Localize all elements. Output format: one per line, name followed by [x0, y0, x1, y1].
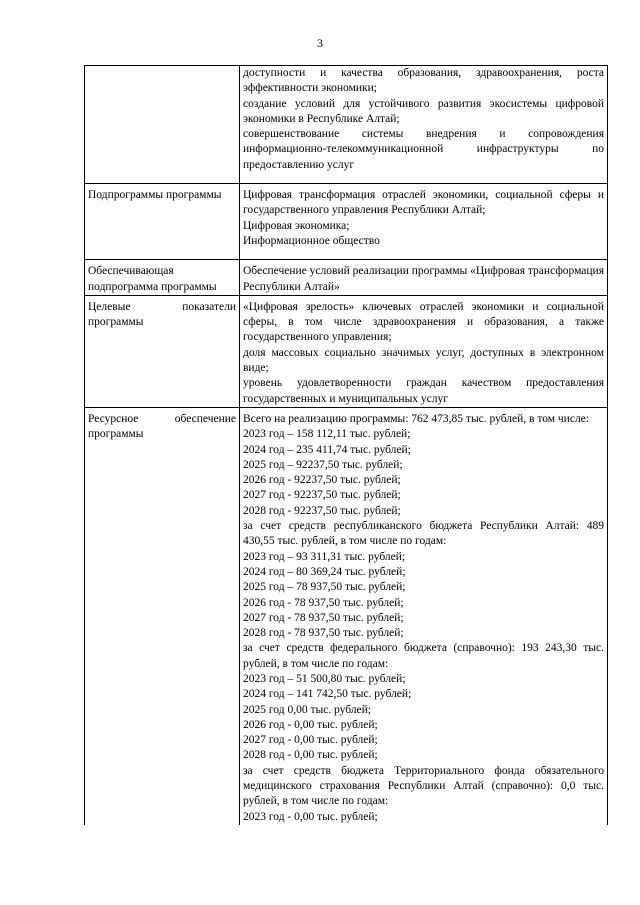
content-line: Цифровая трансформация отраслей экономики, социальной сферы и государственного управления Республики Алтай;	[243, 189, 604, 217]
content-line: 2026 год - 92237,50 тыс. рублей;	[243, 474, 401, 487]
table-row	[85, 66, 608, 184]
table-row	[85, 407, 608, 825]
content-line: доля массовых социально значимых услуг, доступных в электронном виде;	[243, 346, 604, 375]
content-line: 2024 год – 235 411,74 тыс. рублей;	[243, 443, 411, 456]
content-line: 2028 год - 78 937,50 тыс. рублей;	[243, 627, 404, 640]
content-line: 2025 год 0,00 тыс. рублей;	[243, 703, 372, 716]
row-content	[240, 295, 608, 407]
content-line: создание условий для устойчивого развития экосистемы цифровой экономики в Республике Алтай;	[243, 97, 604, 125]
table-row	[85, 260, 608, 296]
content-line: 2026 год - 78 937,50 тыс. рублей;	[243, 596, 404, 609]
row-content	[240, 260, 608, 296]
content-line: 2024 год – 80 369,24 тыс. рублей;	[243, 565, 406, 578]
program-passport-table	[84, 65, 608, 825]
content-line: совершенствование системы внедрения и сопровождения информационно-телекоммуникационной инфраструктуры по предоставлению услуг	[243, 128, 604, 171]
content-line: 2028 год - 0,00 тыс. рублей;	[243, 749, 378, 762]
content-line: 2027 год - 78 937,50 тыс. рублей;	[243, 611, 404, 624]
content-line: Всего на реализацию программы: 762 473,85 тыс. рублей, в том числе:	[243, 412, 589, 425]
row-label: Обеспечивающая подпрограмма программы	[85, 260, 240, 296]
row-content	[240, 407, 608, 825]
content-line: уровень удовлетворенности граждан качеством предоставления государственных и муниципальных услуг	[243, 377, 604, 405]
content-line: Цифровая экономика;	[243, 219, 350, 232]
content-line: 2027 год - 0,00 тыс. рублей;	[243, 734, 378, 747]
content-line: 2028 год - 92237,50 тыс. рублей;	[243, 504, 401, 517]
content-line: Информационное общество	[243, 234, 380, 247]
content-line: за счет средств федерального бюджета (справочно): 193 243,30 тыс. рублей, в том числе по годам:	[243, 642, 604, 670]
content-line: 2023 год – 158 112,11 тыс. рублей;	[243, 428, 411, 441]
row-label: Целевые показатели программы	[85, 295, 240, 407]
table-row	[85, 184, 608, 260]
content-line: за счет средств бюджета Территориального фонда обязательного медицинского страхования Республики Алтай (справочно): 0,0 тыс. рублей, в том числе по годам:	[243, 764, 604, 808]
content-line: 2025 год – 92237,50 тыс. рублей;	[243, 458, 403, 471]
row-content	[240, 66, 608, 184]
row-label: Ресурсное обеспечение программы	[85, 407, 240, 825]
content-line: доступности и качества образования, здравоохранения, роста эффективности экономики;	[243, 67, 604, 95]
page-number: 3	[317, 36, 323, 50]
content-line: «Цифровая зрелость» ключевых отраслей экономики и социальной сферы, в том числе здравоохранения и образования, а также государственного управления;	[243, 300, 604, 344]
content-line: 2026 год - 0,00 тыс. рублей;	[243, 718, 378, 731]
table-row	[85, 295, 608, 407]
content-line: за счет средств республиканского бюджета Республики Алтай: 489 430,55 тыс. рублей, в том числе по годам:	[243, 520, 604, 548]
row-label	[85, 66, 240, 184]
content-line: 2023 год – 93 311,31 тыс. рублей;	[243, 550, 406, 563]
content-line: 2025 год – 78 937,50 тыс. рублей;	[243, 581, 406, 594]
row-label: Подпрограммы программы	[85, 184, 240, 260]
content-line: 2024 год – 141 742,50 тыс. рублей;	[243, 688, 412, 701]
content-line: 2027 год - 92237,50 тыс. рублей;	[243, 489, 401, 502]
content-line: 2023 год – 51 500,80 тыс. рублей;	[243, 672, 406, 685]
content-line: Обеспечение условий реализации программы «Цифровая трансформация Республики Алтай»	[243, 265, 604, 293]
content-line: 2023 год - 0,00 тыс. рублей;	[243, 810, 378, 823]
row-content	[240, 184, 608, 260]
